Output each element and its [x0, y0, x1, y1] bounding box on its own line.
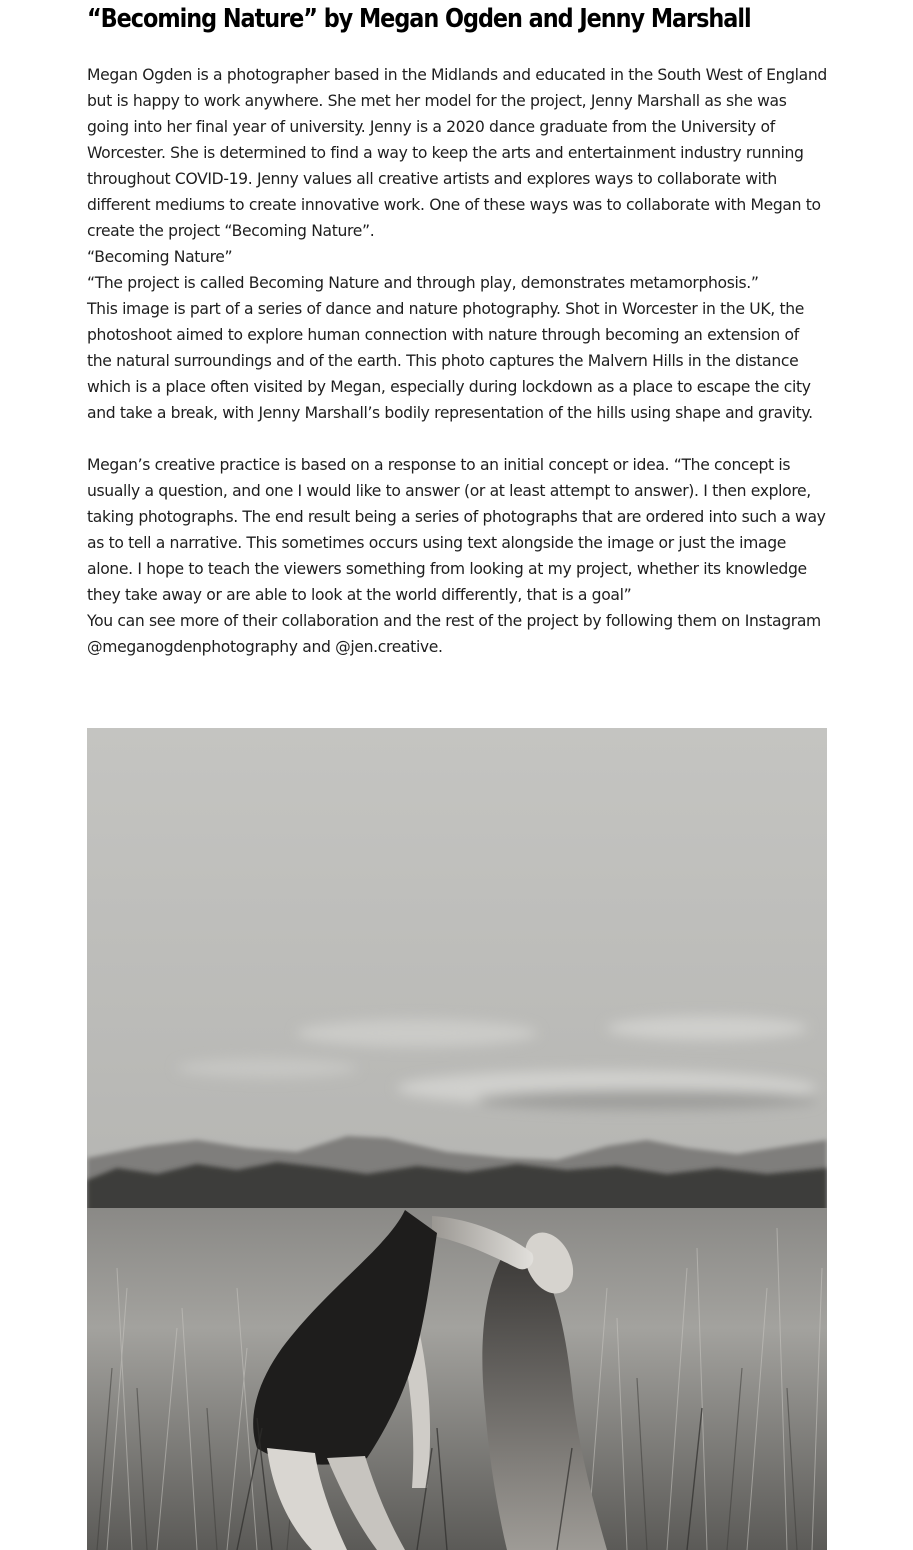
- intro-paragraph: Megan Ogden is a photographer based in the Midlands and educated in the South West of England but is happy to work anywhere. She met her model for the project, Jenny Marshall as she was going into her final year of university. Jenny is a 2020 dance graduate from the University of Worcester. She is determined to find a way to keep the arts and entertainment industry running throughout COVID-19. Jenny values all creative artists and explores ways to collaborate with different mediums to create innovative work. One of these ways was to collaborate with Megan to create the project “Becoming Nature”.: [87, 66, 827, 240]
- project-quote-line: “The project is called Becoming Nature and through play, demonstrates metamorphosis.”: [87, 274, 759, 292]
- image-description-paragraph: This image is part of a series of dance and nature photography. Shot in Worcester in the UK, the photoshoot aimed to explore human connection with nature through becoming an extension of the natural surroundings and of the earth. This photo captures the Malvern Hills in the distance which is a place often visited by Megan, especially during lockdown as a place to escape the city and take a break, with Jenny Marshall’s bodily representation of the hills using shape and gravity.: [87, 300, 813, 422]
- creative-practice-paragraph: Megan’s creative practice is based on a response to an initial concept or idea. “The concept is usually a question, and one I would like to answer (or at least attempt to answer). I then explore, taking photographs. The end result being a series of photographs that are ordered into such a way as to tell a narrative. This sometimes occurs using text alongside the image or just the image alone. I hope to teach the viewers something from looking at my project, whether its knowledge they take away or are able to look at the world differently, that is a goal”: [87, 456, 826, 604]
- instagram-paragraph: You can see more of their collaboration and the rest of the project by following them on Instagram @meganogdenphotography and @jen.creative.: [87, 612, 821, 656]
- article-title: “Becoming Nature” by Megan Ogden and Jenny Marshall: [87, 4, 751, 34]
- project-name-line: “Becoming Nature”: [87, 248, 233, 266]
- dancer-in-field-photo: [87, 728, 827, 1550]
- article-body: [87, 62, 827, 660]
- grass-field: [87, 1208, 827, 1550]
- paragraph-spacer: [87, 426, 827, 452]
- article-photo: [87, 728, 827, 1550]
